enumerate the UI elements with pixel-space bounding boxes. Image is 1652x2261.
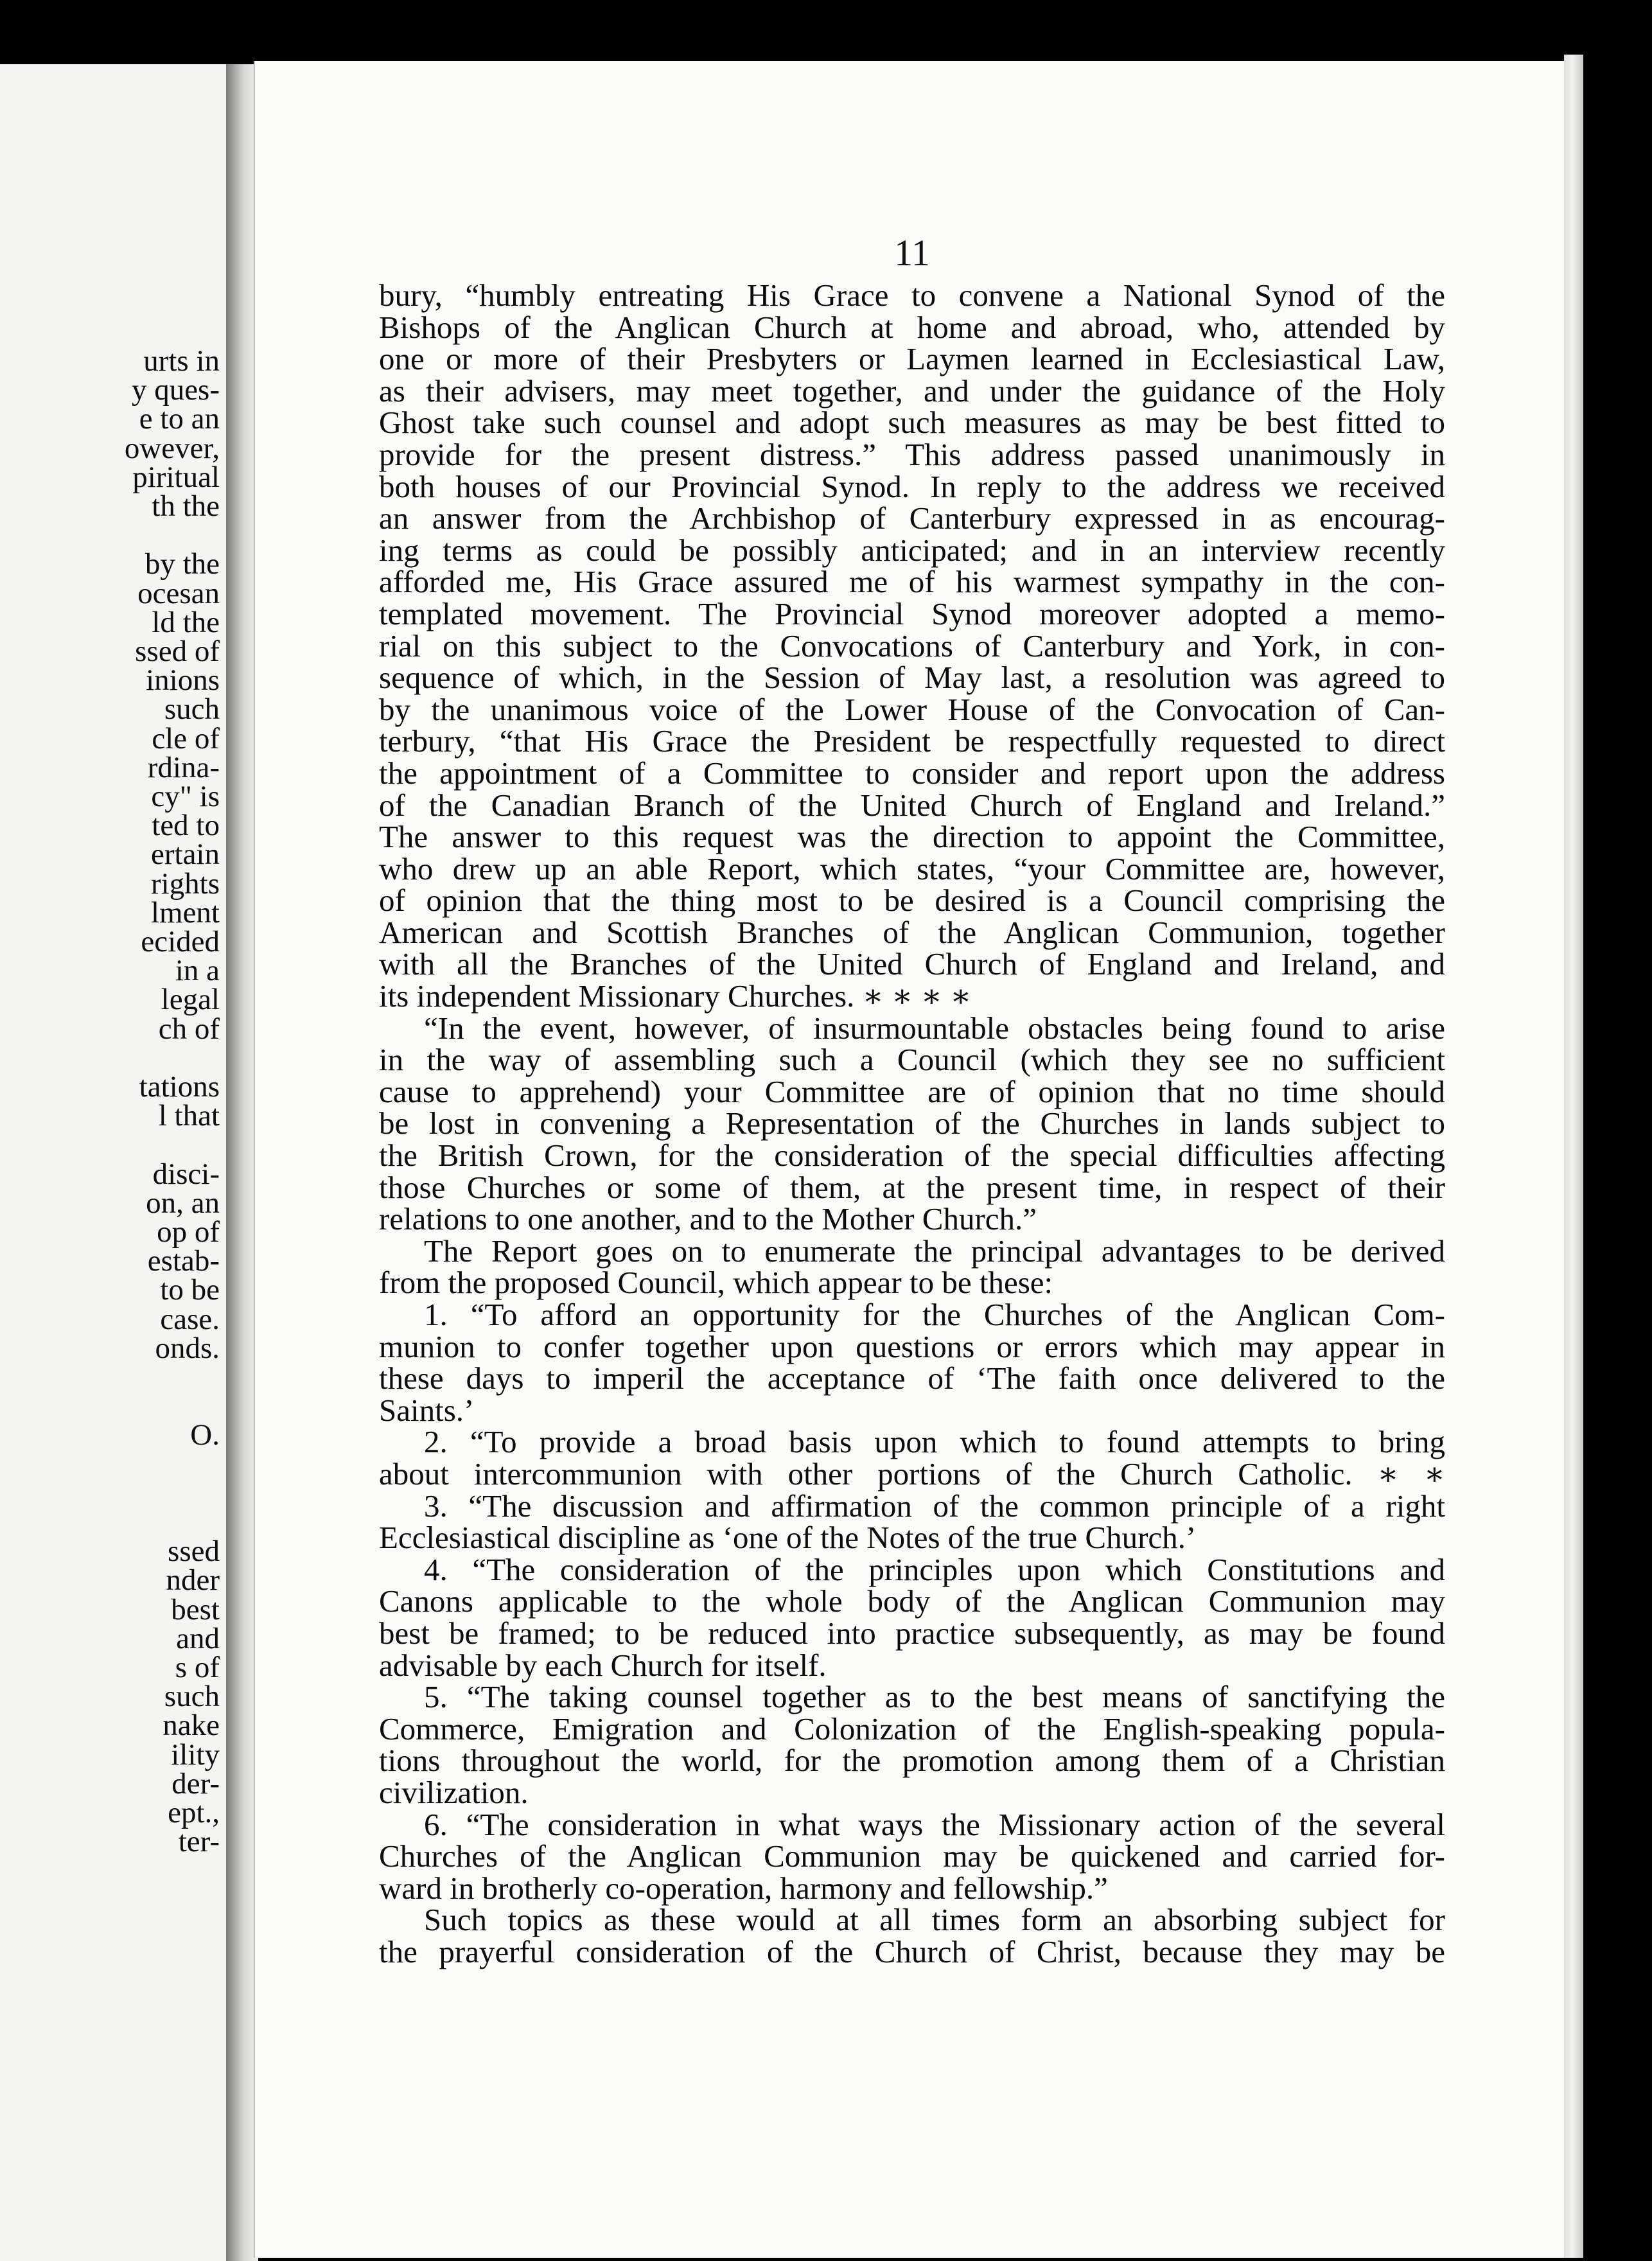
left-page-line-fragment: nder xyxy=(166,1563,220,1597)
text-line: from the proposed Council, which appear to be these: xyxy=(379,1265,1053,1301)
text-line: Churches of the Anglican Communion may be quickened and carried for- xyxy=(379,1838,1445,1874)
left-page-line-fragment: legal xyxy=(161,983,220,1017)
text-line: civilization. xyxy=(379,1774,529,1810)
left-page-line-fragment: der- xyxy=(171,1766,220,1800)
left-page-line-fragment: piritual xyxy=(132,460,220,494)
text-line: 6. “The consideration in what ways the Missionary action of the several xyxy=(424,1806,1445,1842)
left-page-line-fragment: case. xyxy=(160,1302,220,1336)
left-page-line-fragment: by the xyxy=(145,547,220,581)
text-line: in the way of assembling such a Council (which they see no sufficient xyxy=(379,1042,1445,1078)
left-page-line-fragment: in a xyxy=(175,954,220,988)
left-page-line-fragment: y ques- xyxy=(131,373,220,407)
page-number: 11 xyxy=(894,232,930,274)
text-line: Commerce, Emigration and Colonization of the English-speaking popula- xyxy=(379,1711,1445,1746)
text-line: who drew up an able Report, which states, “your Committee are, however, xyxy=(379,850,1445,886)
text-line: as their advisers, may meet together, and under the guidance of the Holy xyxy=(379,373,1445,409)
left-page-line-fragment: s of xyxy=(175,1651,220,1684)
left-page-line-fragment: ter- xyxy=(178,1825,220,1859)
text-line: provide for the present distress.” This address passed unanimously in xyxy=(379,436,1445,472)
left-page-line-fragment: ertain xyxy=(151,838,220,872)
left-page-line-fragment: cle of xyxy=(152,721,220,755)
text-line: about intercommunion with other portions of the Church Catholic. ∗ ∗ xyxy=(379,1456,1445,1491)
text-line: the British Crown, for the consideration of the special difficulties affecting xyxy=(379,1138,1445,1174)
left-page-line-fragment: O. xyxy=(190,1418,220,1452)
left-page-line-fragment: rdina- xyxy=(147,750,220,784)
text-line: with all the Branches of the United Church of England and Ireland, and xyxy=(379,946,1445,982)
text-line: Ecclesiastical discipline as ‘one of the Notes of the true Church.’ xyxy=(379,1520,1197,1556)
left-page-line-fragment: op of xyxy=(157,1215,220,1249)
left-page-line-fragment: cy" is xyxy=(151,780,220,813)
left-page-line-fragment: inions xyxy=(146,664,220,698)
text-line: relations to one another, and to the Mother Church.” xyxy=(379,1201,1037,1237)
text-line: best be framed; to be reduced into practice subsequently, as may be found xyxy=(379,1615,1445,1651)
text-line: “In the event, however, of insurmountable obstacles being found to arise xyxy=(424,1010,1445,1046)
left-page-line-fragment: rights xyxy=(150,867,220,901)
left-page-line-fragment: ility xyxy=(171,1738,220,1772)
text-line: be lost in convening a Representation of the Churches in lands subject to xyxy=(379,1105,1445,1141)
text-line: its independent Missionary Churches. ∗ ∗ ∗ ∗ xyxy=(379,978,972,1014)
text-line: ing terms as could be possibly anticipated; and in an interview recently xyxy=(379,532,1445,568)
text-line: afforded me, His Grace assured me of his warmest sympathy in the con- xyxy=(379,564,1445,600)
left-page-line-fragment: ocesan xyxy=(137,576,220,610)
text-line: of the Canadian Branch of the United Church of England and Ireland.” xyxy=(379,787,1445,823)
text-line: 4. “The consideration of the principles upon which Constitutions and xyxy=(424,1551,1445,1587)
text-line: 1. “To afford an opportunity for the Churches of the Anglican Com- xyxy=(424,1297,1445,1332)
text-line: American and Scottish Branches of the Anglican Communion, together xyxy=(379,914,1445,950)
left-page-line-fragment: ecided xyxy=(141,925,220,958)
text-line: The answer to this request was the direction to appoint the Committee, xyxy=(379,819,1445,855)
left-page-line-fragment: urts in xyxy=(143,344,220,378)
page-edge xyxy=(1564,55,1583,2258)
text-line: The Report goes on to enumerate the principal advantages to be derived xyxy=(424,1233,1445,1269)
left-page-line-fragment: ld the xyxy=(152,605,220,639)
left-page-line-fragment: tations xyxy=(139,1070,220,1104)
text-line: Canons applicable to the whole body of the Anglican Communion may xyxy=(379,1583,1445,1619)
left-page-line-fragment: disci- xyxy=(152,1157,220,1191)
text-line: those Churches or some of them, at the present time, in respect of their xyxy=(379,1169,1445,1205)
text-line: both houses of our Provincial Synod. In reply to the address we received xyxy=(379,468,1445,504)
left-page-line-fragment: ept., xyxy=(168,1796,220,1829)
left-page-line-fragment: and xyxy=(176,1621,220,1655)
text-line: by the unanimous voice of the Lower House of the Convocation of Can- xyxy=(379,691,1445,727)
left-page-line-fragment: estab- xyxy=(147,1244,220,1278)
text-line: 3. “The discussion and affirmation of the common principle of a right xyxy=(424,1488,1445,1524)
left-page-line-fragment: to be xyxy=(160,1273,220,1307)
text-line: the appointment of a Committee to consider and report upon the address xyxy=(379,755,1445,791)
text-line: sequence of which, in the Session of May last, a resolution was agreed to xyxy=(379,660,1445,696)
left-page-line-fragment: such xyxy=(164,692,220,726)
text-line: the prayerful consideration of the Church of Christ, because they may be xyxy=(379,1933,1445,1969)
left-page-line-fragment: ch of xyxy=(158,1012,220,1046)
text-line: tions throughout the world, for the promotion among them of a Christian xyxy=(379,1743,1445,1779)
left-page-line-fragment: owever, xyxy=(124,431,220,465)
text-line: Ghost take such counsel and adopt such measures as may be best fitted to xyxy=(379,405,1445,441)
text-line: of opinion that the thing most to be desired is a Council comprising the xyxy=(379,883,1445,919)
text-line: bury, “humbly entreating His Grace to convene a National Synod of the xyxy=(379,277,1445,313)
left-page-line-fragment: on, an xyxy=(146,1186,220,1220)
left-page-line-fragment: th the xyxy=(152,489,220,523)
left-page-line-fragment: onds. xyxy=(155,1331,220,1365)
left-page-line-fragment: best xyxy=(171,1592,220,1626)
text-line: an answer from the Archbishop of Canterbury expressed in as encourag- xyxy=(379,500,1445,536)
text-line: Bishops of the Anglican Church at home and abroad, who, attended by xyxy=(379,309,1445,345)
text-line: these days to imperil the acceptance of ‘The faith once delivered to the xyxy=(379,1360,1445,1396)
text-line: ward in brotherly co-operation, harmony and fellowship.” xyxy=(379,1870,1108,1906)
text-line: templated movement. The Provincial Synod moreover adopted a memo- xyxy=(379,595,1445,631)
left-page-line-fragment: ssed of xyxy=(135,635,220,668)
text-line: cause to apprehend) your Committee are of opinion that no time should xyxy=(379,1073,1445,1109)
text-line: advisable by each Church for itself. xyxy=(379,1647,827,1683)
left-page-fragment xyxy=(0,64,226,2261)
left-page-line-fragment: ssed xyxy=(168,1535,220,1569)
left-page-line-fragment: lment xyxy=(150,895,220,929)
left-page-line-fragment: ted to xyxy=(152,809,220,843)
text-line: terbury, “that His Grace the President be respectfully requested to direct xyxy=(379,723,1445,759)
text-line: 5. “The taking counsel together as to the best means of sanctifying the xyxy=(424,1679,1445,1715)
body-text xyxy=(379,279,1445,1967)
text-line: Saints.’ xyxy=(379,1392,475,1428)
text-line: rial on this subject to the Convocations of Canterbury and York, in con- xyxy=(379,628,1445,664)
left-page-line-fragment: l that xyxy=(158,1099,220,1133)
text-line: one or more of their Presbyters or Laymen learned in Ecclesiastical Law, xyxy=(379,341,1445,377)
left-page-line-fragment: e to an xyxy=(139,402,220,436)
left-page-line-fragment: nake xyxy=(163,1709,220,1743)
text-line: Such topics as these would at all times form an absorbing subject for xyxy=(424,1902,1445,1938)
text-line: munion to confer together upon questions or errors which may appear in xyxy=(379,1328,1445,1364)
text-line: 2. “To provide a broad basis upon which to found attempts to bring xyxy=(424,1424,1445,1460)
left-page-line-fragment: such xyxy=(164,1680,220,1714)
